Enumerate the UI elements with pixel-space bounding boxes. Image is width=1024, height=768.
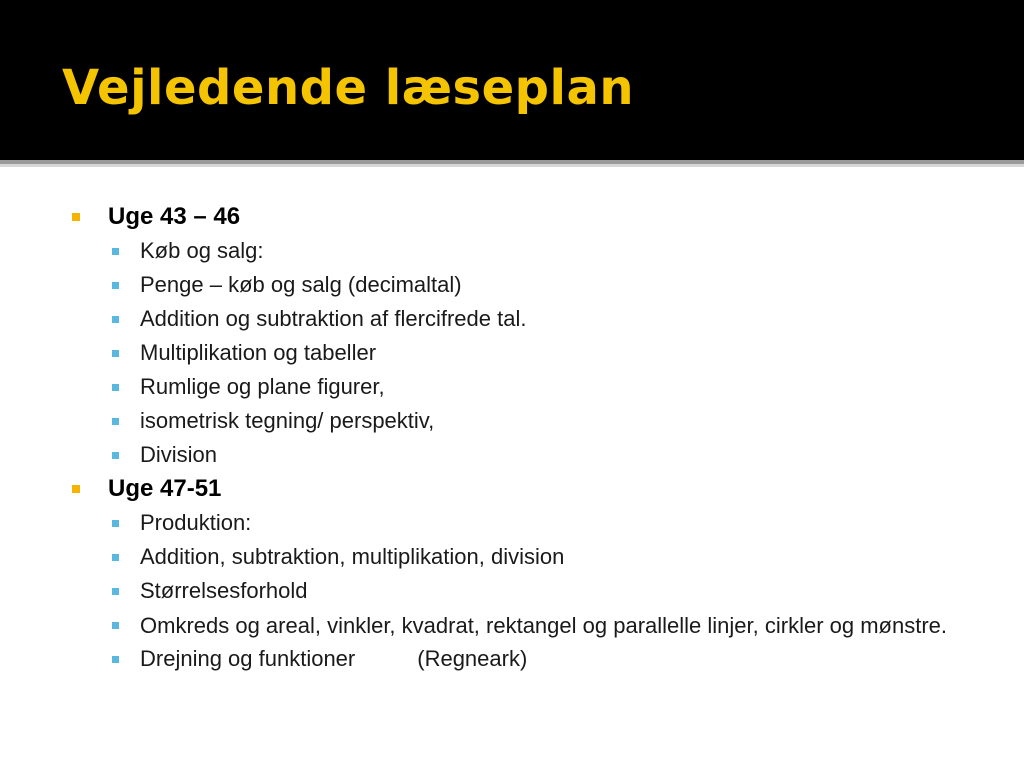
list-item: [108, 574, 972, 608]
section-uge-47-51: [72, 472, 972, 676]
list-item-text: Køb og salg:: [140, 238, 264, 263]
square-bullet-icon: [72, 485, 80, 493]
list-item: [108, 336, 972, 370]
square-bullet-icon: [112, 452, 119, 459]
square-bullet-icon: [112, 622, 119, 629]
list-item-text: Produktion:: [140, 510, 252, 535]
list-item-text: Omkreds og areal, vinkler, kvadrat, rektangel og parallelle linjer, cirkler og mønstre.: [140, 613, 948, 638]
section-heading-text: Uge 47-51: [108, 475, 222, 502]
section-heading-text: Uge 43 – 46: [108, 203, 241, 230]
square-bullet-icon: [112, 384, 119, 391]
title-bar: [0, 0, 1024, 160]
square-bullet-icon: [112, 588, 119, 595]
list-item-text: Drejning og funktioner: [140, 646, 356, 671]
list-item: [108, 234, 972, 268]
square-bullet-icon: [72, 213, 80, 221]
square-bullet-icon: [112, 248, 119, 255]
list-item: [108, 268, 972, 302]
section-heading: [72, 200, 972, 234]
list-item: [108, 540, 972, 574]
topic-list: [72, 506, 972, 676]
list-item: [108, 370, 972, 404]
list-item-text: Addition og subtraktion af flercifrede tal.: [140, 306, 527, 331]
slide-content: [72, 200, 972, 676]
list-item-text: isometrisk tegning/ perspektiv,: [140, 408, 435, 433]
square-bullet-icon: [112, 418, 119, 425]
square-bullet-icon: [112, 350, 119, 357]
section-uge-43-46: [72, 200, 972, 472]
square-bullet-icon: [112, 520, 119, 527]
square-bullet-icon: [112, 316, 119, 323]
square-bullet-icon: [112, 282, 119, 289]
list-item-text: Multiplikation og tabeller: [140, 340, 377, 365]
list-item: [108, 404, 972, 438]
list-item-note: (Regneark): [417, 646, 528, 671]
topic-list: [72, 234, 972, 472]
slide-title: Vejledende læseplan: [62, 60, 634, 116]
list-item-text: Penge – køb og salg (decimaltal): [140, 272, 462, 297]
list-item-text: Rumlige og plane figurer,: [140, 374, 385, 399]
header-divider-shadow: [0, 164, 1024, 167]
list-item: [108, 642, 972, 676]
square-bullet-icon: [112, 554, 119, 561]
list-item-text: Størrelsesforhold: [140, 578, 308, 603]
list-item-text: Addition, subtraktion, multiplikation, division: [140, 544, 565, 569]
list-item-text: Division: [140, 442, 218, 467]
square-bullet-icon: [112, 656, 119, 663]
list-item: [108, 302, 972, 336]
list-item: [108, 608, 972, 642]
section-heading: [72, 472, 972, 506]
list-item: [108, 438, 972, 472]
list-item: [108, 506, 972, 540]
